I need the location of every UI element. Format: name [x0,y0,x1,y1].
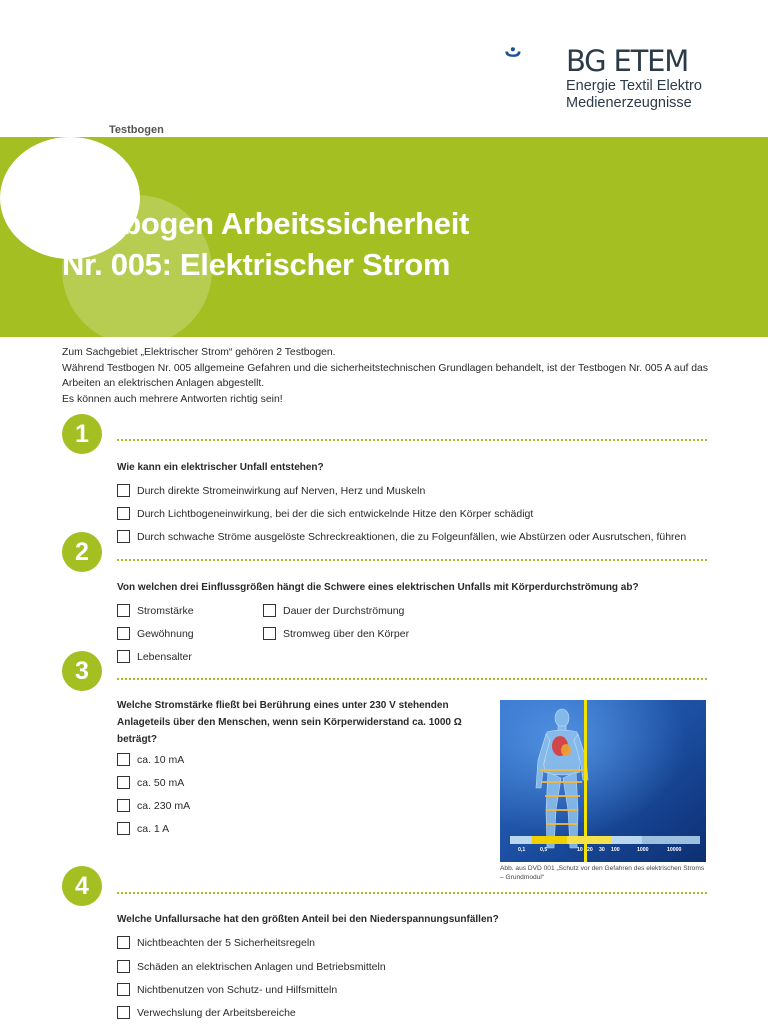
answer-option[interactable] [117,604,194,617]
scale-label: 20 [587,847,593,853]
checkbox[interactable] [117,604,130,617]
option-label: Lebensalter [137,650,192,663]
scale-label: 0,1 [518,847,526,853]
title-line-2: Nr. 005: Elektrischer Strom [62,247,451,282]
logo-subtitle-2: Medienerzeugnisse [566,95,692,111]
answer-option[interactable] [263,604,404,617]
dotted-divider [117,678,707,680]
scale-label: 10000 [667,847,682,853]
answer-option[interactable] [117,799,190,812]
checkbox[interactable] [117,530,130,543]
scale-label: 1000 [637,847,649,853]
figure-caption: Abb. aus DVD 001 „Schutz vor den Gefahren des elektrischen Stroms – Grundmodul“ [500,865,705,881]
answer-option[interactable] [117,530,686,543]
logo-text [566,44,702,112]
option-label: Nichtbeachten der 5 Sicherheitsregeln [137,936,316,949]
intro-line-1: Zum Sachgebiet „Elektrischer Strom“ gehören 2 Testbogen. [62,347,336,358]
checkbox[interactable] [117,776,130,789]
intro-line-3: Es können auch mehrere Antworten richtig sein! [62,393,283,405]
checkbox[interactable] [117,650,130,663]
title-line-1: Testbogen Arbeitssicherheit [62,206,470,241]
option-label: Nichtbenutzen von Schutz- und Hilfsmitteln [137,983,338,996]
answer-option[interactable] [117,753,184,766]
intro-text [62,345,722,407]
checkbox[interactable] [117,960,130,973]
question-text-2: Von welchen drei Einflussgrößen hängt die Schwere eines elektrischen Unfalls mit Körperdurchströmung ab? [117,582,639,593]
option-label: Stromweg über den Körper [283,627,410,640]
checkbox[interactable] [117,753,130,766]
checkbox[interactable] [117,822,130,835]
scale-label: 10 [577,847,583,853]
option-label: ca. 230 mA [137,799,191,812]
dotted-divider [117,892,707,894]
electric-body-illustration [500,700,706,862]
answer-option[interactable] [117,1006,296,1019]
answer-option[interactable] [117,960,386,973]
logo-name: BG ETEM [566,44,689,78]
answer-option[interactable] [117,650,192,663]
logo-subtitle-1: Energie Textil Elektro [566,78,702,94]
question-text-3: Welche Stromstärke fließt bei Berührung eines unter 230 V stehenden Anlageteils über den Menschen, wenn sein Körperwiderstand ca. 1000 Ω beträgt? [117,700,462,745]
answer-option[interactable] [117,983,337,996]
tab-label: Testbogen [109,124,164,136]
checkbox[interactable] [117,936,130,949]
bg-etem-logo [505,38,565,78]
checkbox[interactable] [117,799,130,812]
question-number-1: 1 [62,414,102,454]
option-label: ca. 10 mA [137,753,185,766]
scale-label: 100 [611,847,620,853]
option-label: Schäden an elektrischen Anlagen und Betriebsmitteln [137,960,386,973]
option-label: ca. 50 mA [137,776,185,789]
checkbox[interactable] [117,983,130,996]
answer-option[interactable] [117,822,169,835]
option-label: Gewöhnung [137,627,194,640]
option-label: Durch Lichtbogeneinwirkung, bei der die sich entwickelnde Hitze den Körper schädigt [137,507,534,520]
answer-option[interactable] [117,776,184,789]
checkbox[interactable] [263,604,276,617]
question-number-3: 3 [62,651,102,691]
title-banner [0,137,768,337]
question-text-1: Wie kann ein elektrischer Unfall entstehen? [117,462,324,473]
answer-option[interactable] [117,484,425,497]
answer-option[interactable] [117,936,315,949]
question-number-4: 4 [62,866,102,906]
option-label: ca. 1 A [137,822,170,835]
answer-option[interactable] [117,627,194,640]
answer-option[interactable] [117,507,533,520]
dotted-divider [117,439,707,441]
answer-option[interactable] [263,627,409,640]
checkbox[interactable] [263,627,276,640]
intro-line-2: Während Testbogen Nr. 005 allgemeine Gefahren und die sicherheitstechnischen Grundlagen behandelt, ist der Testbogen Nr. 005 A auf das Arbeiten an elektrischen Anlagen abgestellt. [62,362,708,389]
scale-label: 0,5 [540,847,548,853]
checkbox[interactable] [117,484,130,497]
question-number-2: 2 [62,532,102,572]
dotted-divider [117,559,707,561]
option-label: Stromstärke [137,604,194,617]
option-label: Durch direkte Stromeinwirkung auf Nerven, Herz und Muskeln [137,484,426,497]
checkbox[interactable] [117,507,130,520]
scale-label: 30 [599,847,605,853]
question-text-4: Welche Unfallursache hat den größten Anteil bei den Niederspannungsunfällen? [117,914,499,925]
checkbox[interactable] [117,627,130,640]
option-label: Dauer der Durchströmung [283,604,405,617]
checkbox[interactable] [117,1006,130,1019]
option-label: Durch schwache Ströme ausgelöste Schreckreaktionen, die zu Folgeunfällen, wie Abstürzen oder Ausrutschen, führen [137,530,687,543]
page-title [62,203,469,285]
option-label: Verwechslung der Arbeitsbereiche [137,1006,296,1019]
